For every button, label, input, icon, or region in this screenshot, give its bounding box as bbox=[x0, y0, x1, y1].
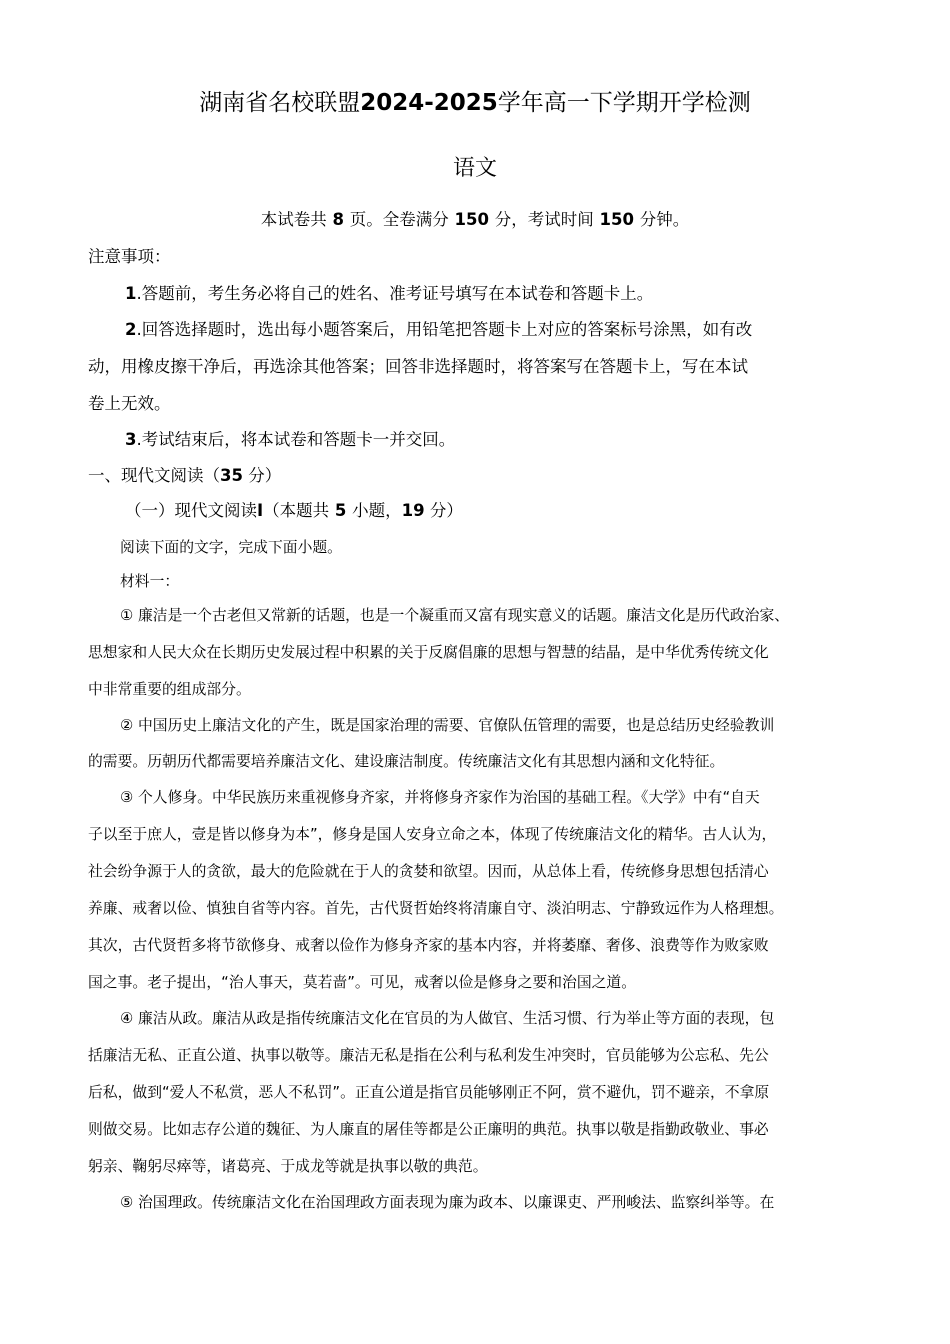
notice-item-2-line-3: 卷上无效。 bbox=[88, 394, 171, 413]
paragraph-line: 躬亲、鞠躬尽瘁等，诸葛亮、于成龙等就是执事以敬的典范。 bbox=[88, 1158, 488, 1175]
paragraph-line: 的需要。历朝历代都需要培养廉洁文化、建设廉洁制度。传统廉洁文化有其思想内涵和文化特征。 bbox=[88, 753, 725, 770]
subject-title: 语文 bbox=[452, 156, 497, 181]
paragraph-line: ② 中国历史上廉洁文化的产生，既是国家治理的需要、官僚队伍管理的需要，也是总结历史经验教训 bbox=[120, 717, 775, 734]
paragraph-line: 其次，古代贤哲多将节欲修身、戒奢以俭作为修身齐家的基本内容，并将萎靡、奢侈、浪费等作为败家败 bbox=[88, 937, 769, 954]
paragraph-line: ① 廉洁是一个古老但又常新的话题，也是一个凝重而又富有现实意义的话题。廉洁文化是历代政治家、 bbox=[120, 607, 790, 624]
subsection-heading: （一）现代文阅读I（本题共 5 小题，19 分） bbox=[125, 501, 463, 520]
notice-item-2: 2.回答选择题时，选出每小题答案后，用铅笔把答题卡上对应的答案标号涂黑，如有改 bbox=[125, 320, 753, 339]
paragraph-line: 中非常重要的组成部分。 bbox=[88, 681, 251, 698]
paragraph-line: 则做交易。比如志存公道的魏征、为人廉直的屠佳等都是公正廉明的典范。执事以敬是指勤政敬业、事必 bbox=[88, 1121, 769, 1138]
notice-item-3: 3.考试结束后，将本试卷和答题卡一并交回。 bbox=[125, 430, 456, 449]
notice-item-2-line-2: 动，用橡皮擦干净后，再选涂其他答案；回答非选择题时，将答案写在答题卡上，写在本试 bbox=[88, 357, 748, 376]
paragraph-line: 国之事。老子提出，“治人事天，莫若啬”。可见，戒奢以俭是修身之要和治国之道。 bbox=[88, 974, 637, 991]
paragraph-line: 子以至于庶人，壹是皆以修身为本”，修身是国人安身立命之本，体现了传统廉洁文化的精华。古人认为， bbox=[88, 826, 777, 843]
section-heading: 一、现代文阅读（35 分） bbox=[88, 466, 282, 485]
paragraph-line: ④ 廉洁从政。廉洁从政是指传统廉洁文化在官员的为人做官、生活习惯、行为举止等方面的表现，包 bbox=[120, 1010, 775, 1027]
paragraph-line: 思想家和人民大众在长期历史发展过程中积累的关于反腐倡廉的思想与智慧的结晶，是中华优秀传统文化 bbox=[88, 644, 769, 661]
reading-instruction: 阅读下面的文字，完成下面小题。 bbox=[120, 539, 342, 556]
paragraph-line: 社会纷争源于人的贪欲，最大的危险就在于人的贪婪和欲望。因而，从总体上看，传统修身思想包括清心 bbox=[88, 863, 769, 880]
notice-item-1: 1.答题前，考生务必将自己的姓名、准考证号填写在本试卷和答题卡上。 bbox=[125, 284, 654, 303]
page-title: 湖南省名校联盟2024-2025学年高一下学期开学检测 bbox=[199, 90, 751, 116]
material-label: 材料一： bbox=[120, 573, 180, 590]
exam-info: 本试卷共 8 页。全卷满分 150 分，考试时间 150 分钟。 bbox=[260, 210, 690, 229]
notice-heading: 注意事项： bbox=[88, 247, 171, 266]
paragraph-line: ⑤ 治国理政。传统廉洁文化在治国理政方面表现为廉为政本、以廉课吏、严刑峻法、监察纠举等。在 bbox=[120, 1194, 775, 1211]
paragraph-line: 括廉洁无私、正直公道、执事以敬等。廉洁无私是指在公利与私利发生冲突时，官员能够为公忘私、先公 bbox=[88, 1047, 769, 1064]
paragraph-line: ③ 个人修身。中华民族历来重视修身齐家，并将修身齐家作为治国的基础工程。《大学》中有“自天 bbox=[120, 789, 760, 806]
paragraph-line: 养廉、戒奢以俭、慎独自省等内容。首先，古代贤哲始终将清廉自守、淡泊明志、宁静致远作为人格理想。 bbox=[88, 900, 784, 917]
paragraph-line: 后私，做到“爱人不私赏，恶人不私罚”。正直公道是指官员能够刚正不阿，赏不避仇，罚不避亲，不拿原 bbox=[88, 1084, 770, 1101]
